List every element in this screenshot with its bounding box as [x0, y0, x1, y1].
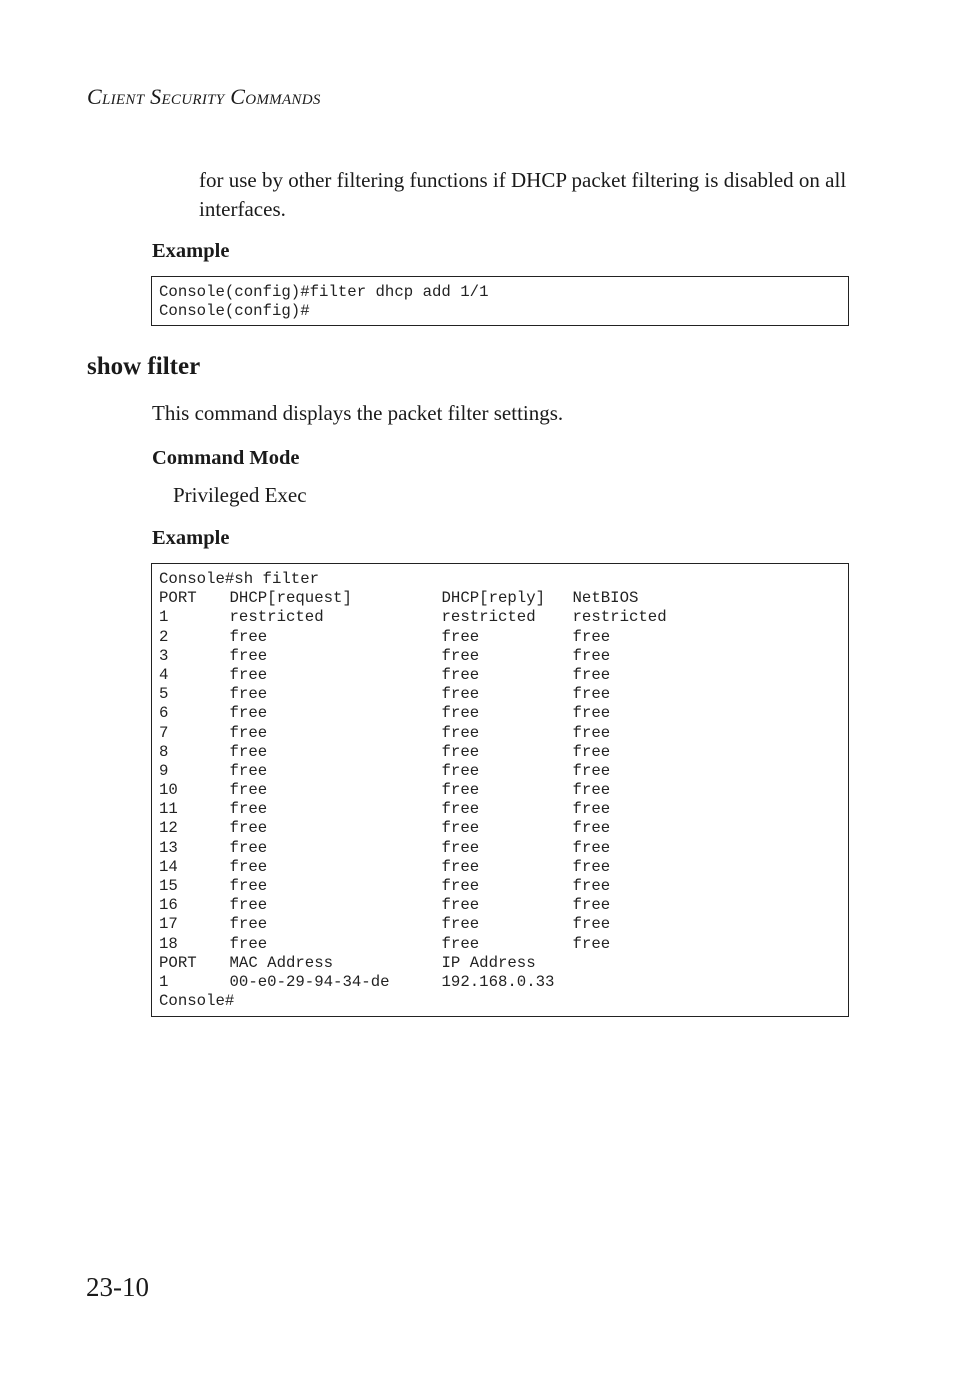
- table-cell: free: [572, 800, 611, 819]
- table-row: [159, 839, 841, 858]
- table-cell: free: [229, 761, 268, 780]
- header-cap-1: C: [87, 84, 102, 109]
- table-row: [159, 724, 841, 743]
- table-cell: free: [572, 646, 611, 665]
- table-cell: DHCP[reply]: [441, 589, 546, 608]
- table-cell: 17: [159, 915, 178, 934]
- code-prompt-line: Console#sh filter: [159, 570, 320, 588]
- table-row: [159, 935, 841, 954]
- table-row: [159, 858, 841, 877]
- table-cell: free: [572, 742, 611, 761]
- table-cell: MAC Address: [229, 953, 334, 972]
- table-cell: 12: [159, 819, 178, 838]
- table-cell: free: [441, 934, 480, 953]
- table-row: [159, 628, 841, 647]
- running-header: [87, 84, 321, 110]
- table-cell: 2: [159, 627, 169, 646]
- table-cell: free: [441, 665, 480, 684]
- filter-table: [159, 589, 841, 954]
- table-cell: free: [229, 665, 268, 684]
- table-row: [159, 743, 841, 762]
- table-cell: free: [572, 704, 611, 723]
- example-code-box-2: [151, 563, 849, 1017]
- table-cell: free: [229, 877, 268, 895]
- table-cell: free: [441, 877, 480, 895]
- table-row: [159, 647, 841, 666]
- table-cell: 13: [159, 838, 178, 857]
- table-cell: DHCP[request]: [229, 589, 352, 608]
- table-cell: PORT: [159, 953, 197, 972]
- table-cell: free: [572, 723, 611, 742]
- example-heading-1: Example: [152, 240, 230, 262]
- table-cell: 10: [159, 781, 178, 800]
- table-row: [159, 608, 841, 627]
- table-cell: 7: [159, 723, 169, 742]
- table-header-row: [159, 589, 841, 608]
- table-cell: 14: [159, 857, 178, 876]
- table-cell: 3: [159, 646, 169, 665]
- table-cell: free: [229, 781, 268, 800]
- table-cell: free: [441, 742, 480, 761]
- table-cell: free: [572, 857, 611, 876]
- table-cell: free: [572, 896, 611, 915]
- table-cell: NetBIOS: [572, 589, 639, 608]
- table-cell: 11: [159, 800, 178, 819]
- address-table: [159, 954, 841, 992]
- table-cell: free: [229, 646, 268, 665]
- table-cell: free: [441, 819, 480, 838]
- table-cell: 00-e0-29-94-34-de: [229, 972, 390, 991]
- page-number: 23-10: [86, 1272, 149, 1302]
- table-cell: 18: [159, 934, 178, 953]
- table-cell: free: [441, 704, 480, 723]
- header-smallcaps-2: ECURITY: [161, 92, 225, 108]
- table-cell: free: [441, 646, 480, 665]
- command-description: This command displays the packet filter settings.: [152, 401, 564, 425]
- table-cell: 16: [159, 896, 178, 915]
- table-cell: restricted: [441, 608, 536, 627]
- command-mode-value: Privileged Exec: [173, 483, 307, 507]
- table-cell: free: [229, 723, 268, 742]
- table-cell: 4: [159, 665, 169, 684]
- table-cell: free: [441, 915, 480, 934]
- table-cell: free: [229, 857, 268, 876]
- table-cell: free: [572, 781, 611, 800]
- table-cell: free: [441, 781, 480, 800]
- table-cell: free: [441, 857, 480, 876]
- table-cell: free: [229, 838, 268, 857]
- code-line: Console(config)#: [159, 302, 310, 321]
- table-cell: free: [229, 627, 268, 646]
- example-code-box-1: [151, 276, 849, 326]
- table-cell: free: [229, 800, 268, 819]
- table-cell: free: [572, 685, 611, 704]
- table-cell: free: [572, 819, 611, 838]
- section-title: show filter: [87, 353, 201, 380]
- table-cell: free: [229, 819, 268, 838]
- table-header-row: [159, 954, 841, 973]
- table-cell: free: [229, 742, 268, 761]
- table-cell: 8: [159, 742, 169, 761]
- table-row: [159, 877, 841, 896]
- table-cell: free: [441, 896, 480, 915]
- code-line: Console(config)#filter dhcp add 1/1: [159, 283, 489, 301]
- table-cell: IP Address: [441, 953, 536, 972]
- table-cell: free: [572, 934, 611, 953]
- table-row: [159, 896, 841, 915]
- table-row: [159, 685, 841, 704]
- header-cap-2: S: [150, 84, 162, 109]
- table-row: [159, 666, 841, 685]
- table-cell: free: [572, 761, 611, 780]
- table-cell: free: [229, 704, 268, 723]
- table-cell: free: [441, 627, 480, 646]
- table-cell: free: [572, 915, 611, 934]
- intro-paragraph: for use by other filtering functions if DHCP packet filtering is disabled on all interfaces.: [199, 168, 847, 221]
- table-row: [159, 973, 841, 992]
- table-cell: free: [229, 896, 268, 915]
- code-end-line: Console#: [159, 992, 235, 1011]
- table-cell: free: [572, 838, 611, 857]
- table-cell: free: [441, 685, 480, 704]
- table-cell: restricted: [229, 608, 324, 627]
- table-row: [159, 800, 841, 819]
- header-smallcaps-1: LIENT: [101, 92, 145, 108]
- table-row: [159, 762, 841, 781]
- table-row: [159, 915, 841, 934]
- table-cell: 1: [159, 972, 169, 991]
- command-mode-heading: Command Mode: [152, 447, 300, 469]
- table-row: [159, 704, 841, 723]
- table-cell: free: [229, 685, 268, 704]
- table-cell: free: [572, 665, 611, 684]
- table-cell: free: [441, 800, 480, 819]
- table-cell: free: [441, 723, 480, 742]
- header-cap-3: C: [230, 84, 246, 109]
- table-cell: free: [441, 761, 480, 780]
- table-cell: PORT: [159, 589, 197, 608]
- table-cell: free: [572, 627, 611, 646]
- table-row: [159, 819, 841, 838]
- header-smallcaps-3: OMMANDS: [245, 92, 321, 108]
- table-cell: restricted: [572, 608, 667, 627]
- table-cell: 6: [159, 704, 169, 723]
- table-cell: 192.168.0.33: [441, 972, 555, 991]
- table-cell: free: [229, 915, 268, 934]
- table-row: [159, 781, 841, 800]
- table-cell: free: [572, 877, 611, 895]
- table-cell: free: [229, 934, 268, 953]
- table-cell: 5: [159, 685, 169, 704]
- example-heading-2: Example: [152, 527, 230, 549]
- table-cell: 9: [159, 761, 169, 780]
- table-cell: 15: [159, 877, 178, 895]
- table-cell: 1: [159, 608, 169, 627]
- table-cell: free: [441, 838, 480, 857]
